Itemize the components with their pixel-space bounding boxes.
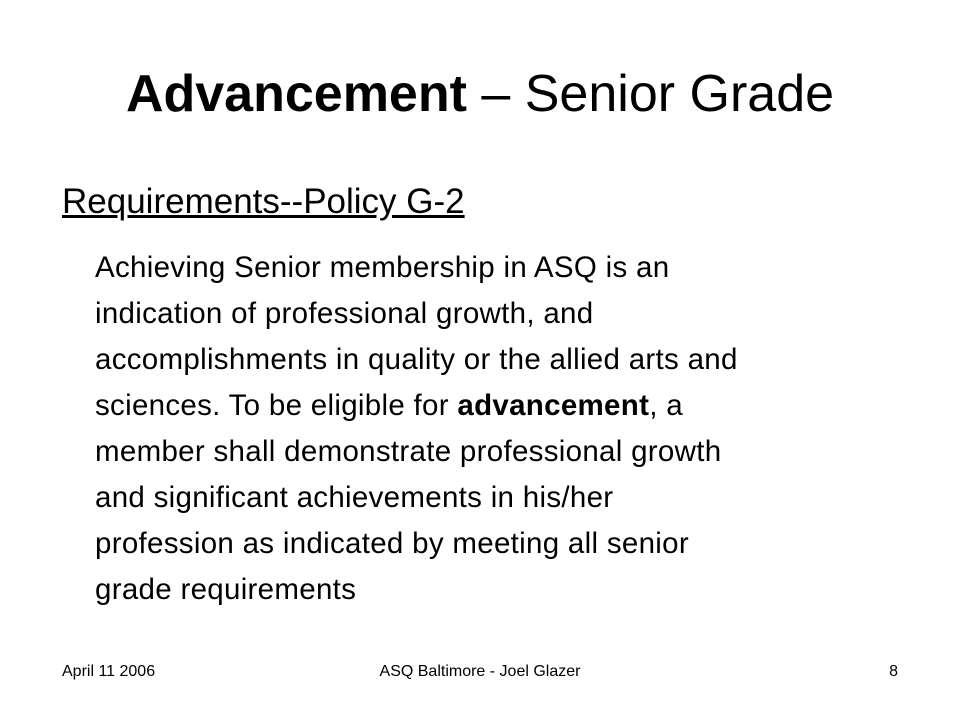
footer-date: April 11 2006 (62, 663, 156, 680)
footer-presenter: ASQ Baltimore - Joel Glazer (379, 663, 581, 680)
body-line: accomplishments in quality or the allied arts and (95, 343, 738, 376)
footer-page-number: 8 (889, 663, 898, 680)
body-line (95, 383, 915, 429)
section-heading: Requirements--Policy G-2 (62, 182, 465, 221)
body-line: member shall demonstrate professional growth (95, 435, 722, 468)
body-line: and significant achievements in his/her (95, 481, 614, 514)
body-line: profession as indicated by meeting all senior (95, 527, 689, 560)
body-line: indication of professional growth, and (95, 297, 594, 330)
body-emphasis: advancement (457, 389, 650, 422)
slide-title (0, 62, 960, 126)
slide-title-bold: Advancement (125, 65, 467, 123)
body-text-segment: sciences. To be eligible for (95, 389, 458, 422)
body-line: Achieving Senior membership in ASQ is an (95, 251, 670, 284)
body-paragraph (95, 245, 915, 613)
body-line: grade requirements (95, 573, 357, 606)
slide-title-rest: – Senior Grade (466, 65, 835, 123)
body-text-segment: , a (649, 389, 683, 422)
